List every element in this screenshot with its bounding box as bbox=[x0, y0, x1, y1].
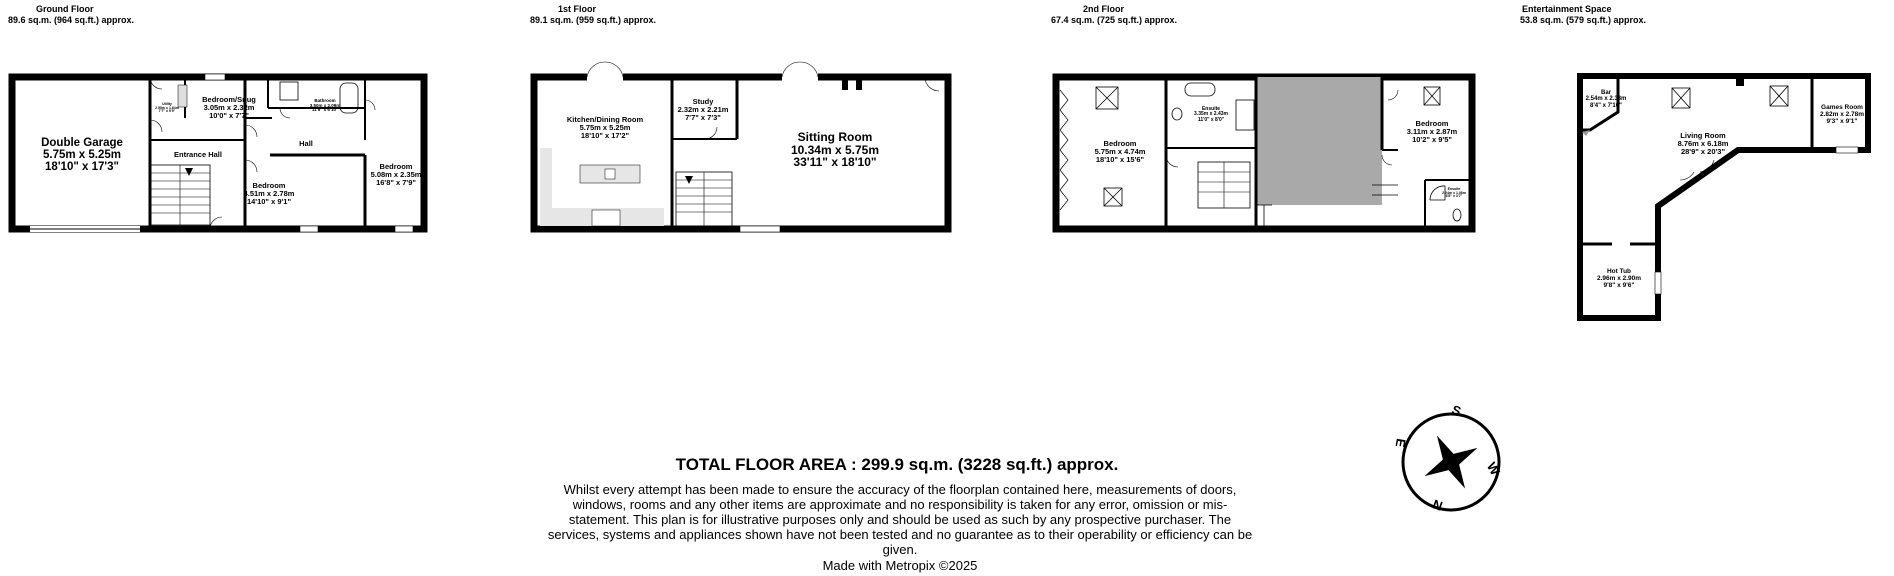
room-imperial: 14'10" x 9'1" bbox=[246, 196, 292, 206]
room-metric: 2.54m x 2.38m bbox=[1585, 96, 1627, 103]
floor-area: 53.8 sq.m. (579 sq.ft.) approx. bbox=[1520, 15, 1647, 25]
room-metric: 4.51m x 2.78m bbox=[243, 188, 295, 198]
floor-name: 1st Floor bbox=[558, 4, 597, 14]
room-imperial: 6'8" x 3'7" bbox=[1445, 194, 1463, 199]
shower-tray bbox=[280, 82, 298, 100]
first-stair-treads bbox=[676, 172, 732, 226]
room-metric: 3.11m x 2.87m bbox=[1406, 126, 1458, 136]
second-stair-treads bbox=[1198, 162, 1250, 208]
wardrobe-doors bbox=[1060, 90, 1068, 210]
room-imperial: 9'8" x 9'6" bbox=[1603, 281, 1635, 289]
room-metric: 3.05m x 2.32m bbox=[203, 102, 255, 112]
room-metric: 2.96m x 2.90m bbox=[1596, 274, 1642, 282]
room-imperial: 11'0" x 8'0" bbox=[1197, 116, 1225, 123]
room-ensuite-second-2 bbox=[1436, 188, 1472, 199]
ensuite1-bath bbox=[1185, 83, 1215, 96]
room-bedroom-ground-2 bbox=[369, 163, 423, 187]
room-imperial: 7'7" x 7'3" bbox=[685, 112, 721, 122]
room-living-room bbox=[1662, 132, 1744, 156]
compass-n: N bbox=[1430, 496, 1445, 514]
ensuite2-toilet bbox=[1453, 209, 1461, 221]
room-metric: 8.76m x 6.18m bbox=[1677, 138, 1729, 148]
stair-arrow bbox=[185, 168, 193, 176]
room-name: Study bbox=[692, 97, 714, 106]
room-name: Bedroom bbox=[252, 181, 286, 190]
room-name: Utility bbox=[162, 102, 172, 106]
room-name: Sitting Room bbox=[797, 130, 873, 144]
room-name: Games Room bbox=[1821, 104, 1863, 111]
compass-s: S bbox=[1449, 401, 1464, 420]
ent-chimney bbox=[1736, 78, 1744, 86]
room-metric: 5.75m x 5.25m bbox=[42, 149, 121, 162]
room-imperial: 18'10" x 17'2" bbox=[580, 130, 630, 140]
room-metric: 5.08m x 2.35m bbox=[370, 169, 422, 179]
compass-e: E bbox=[1392, 437, 1409, 449]
room-metric: 10.34m x 5.75m bbox=[790, 142, 880, 157]
compass-w: W bbox=[1483, 459, 1503, 478]
disclaimer-text: Whilst every attempt has been made to ensure the accuracy of the floorplan contained here, measurements of doors, windows, rooms and any other items are approximate and no responsibility is taken for any error, omission or mis-statement. This plan is for illustrative purposes only and should be used as such by any prospective purchaser. The services, systems and appliances shown have not been tested and no guarantee as to their operability or efficiency can be given. bbox=[547, 482, 1253, 557]
room-imperial: 7'7" x 5'9" bbox=[158, 109, 176, 114]
room-sitting-room bbox=[770, 131, 900, 169]
room-name: Bedroom bbox=[379, 162, 413, 171]
ensuite1-shower bbox=[1236, 100, 1254, 130]
room-bar bbox=[1584, 90, 1628, 109]
room-imperial: 9'3" x 9'1" bbox=[1826, 117, 1858, 125]
room-name: Bedroom/Snug bbox=[202, 95, 256, 104]
room-hot-tub bbox=[1584, 269, 1654, 289]
room-bedroom-ground-1 bbox=[231, 182, 307, 206]
room-name: Ensuite bbox=[1447, 187, 1461, 191]
ent-window bbox=[1836, 147, 1858, 153]
room-name: Bedroom bbox=[1103, 139, 1137, 148]
room-double-garage bbox=[36, 137, 128, 173]
room-name: Bathroom bbox=[314, 98, 336, 103]
room-bedroom-second-2 bbox=[1396, 120, 1468, 144]
chimney-left bbox=[842, 80, 848, 90]
room-name: Kitchen/Dining Room bbox=[566, 115, 644, 124]
room-name: Bar bbox=[1600, 90, 1611, 96]
window-sitting bbox=[740, 226, 780, 232]
room-kitchen-dining bbox=[560, 116, 650, 140]
floor-name: Ground Floor bbox=[36, 4, 94, 14]
void-area bbox=[1256, 77, 1382, 205]
room-imperial: 18'10" x 15'6" bbox=[1095, 154, 1145, 164]
room-name: Living Room bbox=[1680, 131, 1726, 140]
room-name: Entrance Hall bbox=[174, 150, 222, 159]
chimney-right bbox=[856, 80, 862, 90]
room-imperial: 10'2" x 9'5" bbox=[1412, 134, 1452, 144]
hottub-window bbox=[1655, 272, 1661, 294]
floor-area: 67.4 sq.m. (725 sq.ft.) approx. bbox=[1051, 15, 1178, 25]
room-metric: 2.55m x 1.64m bbox=[155, 105, 179, 110]
room-hall bbox=[286, 140, 326, 148]
room-imperial: 18'10" x 17'3" bbox=[45, 161, 119, 174]
room-imperial: 28'9" x 20'3" bbox=[1680, 146, 1726, 156]
room-metric: 2.04m x 1.08m bbox=[1442, 190, 1466, 195]
total-floor-area: TOTAL FLOOR AREA : 299.9 sq.m. (3228 sq.ft.) approx. bbox=[675, 455, 1119, 474]
room-bathroom bbox=[300, 99, 350, 113]
kitchen-hob bbox=[592, 210, 620, 226]
kitchen-sink bbox=[605, 169, 615, 179]
room-metric: 2.32m x 2.21m bbox=[677, 104, 729, 114]
room-entrance-hall bbox=[168, 151, 228, 159]
ensuite1-toilet bbox=[1172, 108, 1182, 120]
room-imperial: 33'11" x 18'10" bbox=[793, 155, 877, 170]
room-name: Bedroom bbox=[1415, 119, 1449, 128]
room-metric: 3.35m x 2.43m bbox=[1194, 111, 1228, 118]
room-imperial: 11'6" x 6'10" bbox=[311, 107, 339, 113]
floor-area: 89.1 sq.m. (959 sq.ft.) approx. bbox=[530, 15, 657, 25]
window-bed1 bbox=[300, 226, 318, 232]
room-study bbox=[672, 98, 734, 122]
window-bed2 bbox=[395, 226, 413, 232]
room-ensuite-second-1 bbox=[1186, 107, 1236, 123]
ent-skylights bbox=[1672, 86, 1788, 108]
room-metric: 5.75m x 5.25m bbox=[579, 122, 631, 132]
stair-treads bbox=[150, 165, 210, 225]
room-name: Ensuite bbox=[1201, 106, 1221, 112]
room-metric: 3.50m x 2.09m bbox=[309, 102, 341, 108]
made-with-credit: Made with Metropix ©2025 bbox=[822, 558, 978, 573]
room-metric: 2.82m x 2.78m bbox=[1819, 110, 1865, 118]
room-name: Hall bbox=[299, 139, 313, 148]
room-games-room bbox=[1814, 105, 1870, 125]
window-snug bbox=[205, 74, 225, 80]
french-door-opening-2 bbox=[782, 73, 818, 81]
room-metric: 5.75m x 4.74m bbox=[1094, 146, 1146, 156]
floor-name: 2nd Floor bbox=[1083, 4, 1124, 14]
room-name: Hot Tub bbox=[1606, 268, 1632, 275]
floor-area: 89.6 sq.m. (964 sq.ft.) approx. bbox=[8, 15, 135, 25]
room-snug bbox=[193, 96, 265, 120]
room-bedroom-second-1 bbox=[1078, 140, 1162, 164]
french-door-opening-1 bbox=[587, 73, 623, 81]
room-imperial: 8'4" x 7'10" bbox=[1590, 102, 1622, 109]
room-utility bbox=[150, 103, 184, 114]
room-name: Double Garage bbox=[41, 137, 123, 149]
room-imperial: 10'0" x 7'7" bbox=[209, 110, 249, 120]
room-imperial: 16'8" x 7'9" bbox=[376, 177, 416, 187]
floor-name: Entertainment Space bbox=[1522, 4, 1612, 14]
